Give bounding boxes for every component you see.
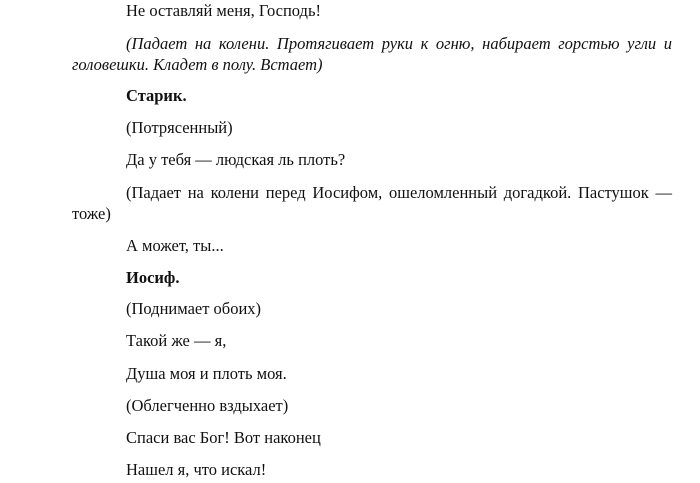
stage-direction: (Падает на колени. Протягивает руки к огню, набирает горстью угли и головешки. Кладет в полу. Встает) — [72, 34, 672, 74]
verse-line: Душа моя и плоть моя. — [126, 364, 287, 383]
stage-direction: (Облегченно вздыхает) — [126, 396, 289, 415]
verse-line: А может, ты... — [126, 236, 224, 255]
stage-direction: (Потрясенный) — [126, 118, 233, 137]
verse-line: Спаси вас Бог! Вот наконец — [126, 428, 321, 447]
stage-direction: (Падает на колени перед Иосифом, ошеломленный догадкой. Пастушок — тоже) — [72, 183, 672, 223]
verse-line: Нашел я, что искал! — [126, 460, 267, 479]
verse-line: Не оставляй меня, Господь! — [126, 1, 321, 20]
verse-line: Да у тебя — людская ль плоть? — [126, 150, 346, 169]
speaker-name: Старик. — [126, 86, 187, 105]
verse-line: Такой же — я, — [126, 331, 227, 350]
stage-direction: (Поднимает обоих) — [126, 299, 262, 318]
speaker-name: Иосиф. — [126, 268, 180, 287]
